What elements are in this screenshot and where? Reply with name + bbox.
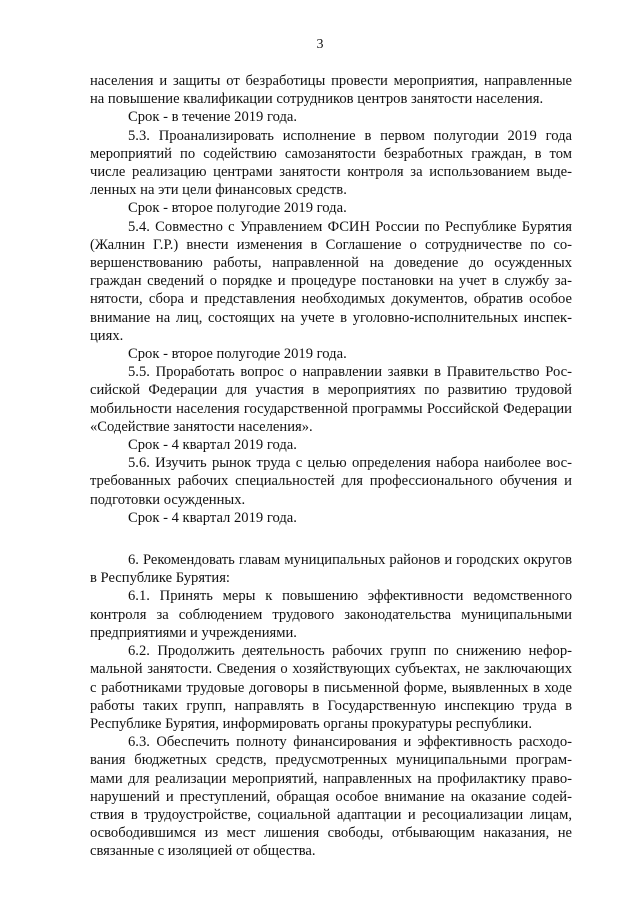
paragraph: 6.2. Продолжить деятельность рабочих групп по снижению неформальной занятости. Сведения о хозяйствующих субъектах, не заключающих с работниками трудовые договоры в письменной форме, выявленных в ходе работы таких групп, направлять в Государственную инспекцию труда в Республике Бурятия, информировать органы прокуратуры республики. <box>90 643 572 732</box>
paragraph: Срок - 4 квартал 2019 года. <box>128 437 297 454</box>
paragraph: 6.1. Принять меры к повышению эффективности ведомственного контроля за соблюдением трудового законодательства муниципальными предприятиями и учреждениями. <box>90 588 572 641</box>
paragraph: населения и защиты от безработицы провести мероприятия, направленные на повышение квалификации сотрудников центров занятости населения. <box>90 73 572 108</box>
paragraph: 5.5. Проработать вопрос о направлении заявки в Правительство Российской Федерации для участия в мероприятиях по развитию трудовой мобильности населения государственной программы Российской Федерации «Содействие занятости населения». <box>90 364 572 435</box>
paragraph: 6. Рекомендовать главам муниципальных районов и городских округов в Республике Бурятия: <box>90 552 572 587</box>
paragraph-gap <box>90 527 572 551</box>
page-number: 3 <box>316 37 324 52</box>
paragraph: Срок - 4 квартал 2019 года. <box>128 509 297 526</box>
paragraph: 6.3. Обеспечить полноту финансирования и эффективность расходования бюджетных средств, предусмотренных муниципальными программами для реализации мероприятий, направленных на профилактику правонарушений и преступлений, обращая особое внимание на оказание содействия в трудоустройстве, социальной адаптации и ресоциализации лицам, освободившимся из мест лишения свободы, отбывающим наказания, не связанные с изоляцией от общества. <box>90 734 572 860</box>
paragraph: Срок - второе полугодие 2019 года. <box>128 346 347 363</box>
paragraph: 5.6. Изучить рынок труда с целью определения набора наиболее востребованных рабочих специальностей для профессионального обучения и подготовки осужденных. <box>90 455 572 508</box>
paragraph: 5.4. Совместно с Управлением ФСИН России по Республике Бурятия (Жалнин Г.Р.) внести изменения в Соглашение о сотрудничестве по совершенствованию работы, направленной на доведение до осужденных граждан сведений о порядке и процедуре постановки на учет в службу занятости, сбора и представления необходимых документов, обратив особое внимание на лиц, состоящих на учете в уголовно-исполнительных инспекциях. <box>90 218 572 344</box>
paragraph: 5.3. Проанализировать исполнение в первом полугодии 2019 года мероприятий по содействию самозанятости безработных граждан, в том числе реализацию центрами занятости контроля за использованием выделенных на эти цели финансовых средств. <box>90 127 572 199</box>
paragraph: Срок - в течение 2019 года. <box>128 109 298 126</box>
document-body <box>90 72 572 861</box>
paragraph: Срок - второе полугодие 2019 года. <box>128 200 347 217</box>
